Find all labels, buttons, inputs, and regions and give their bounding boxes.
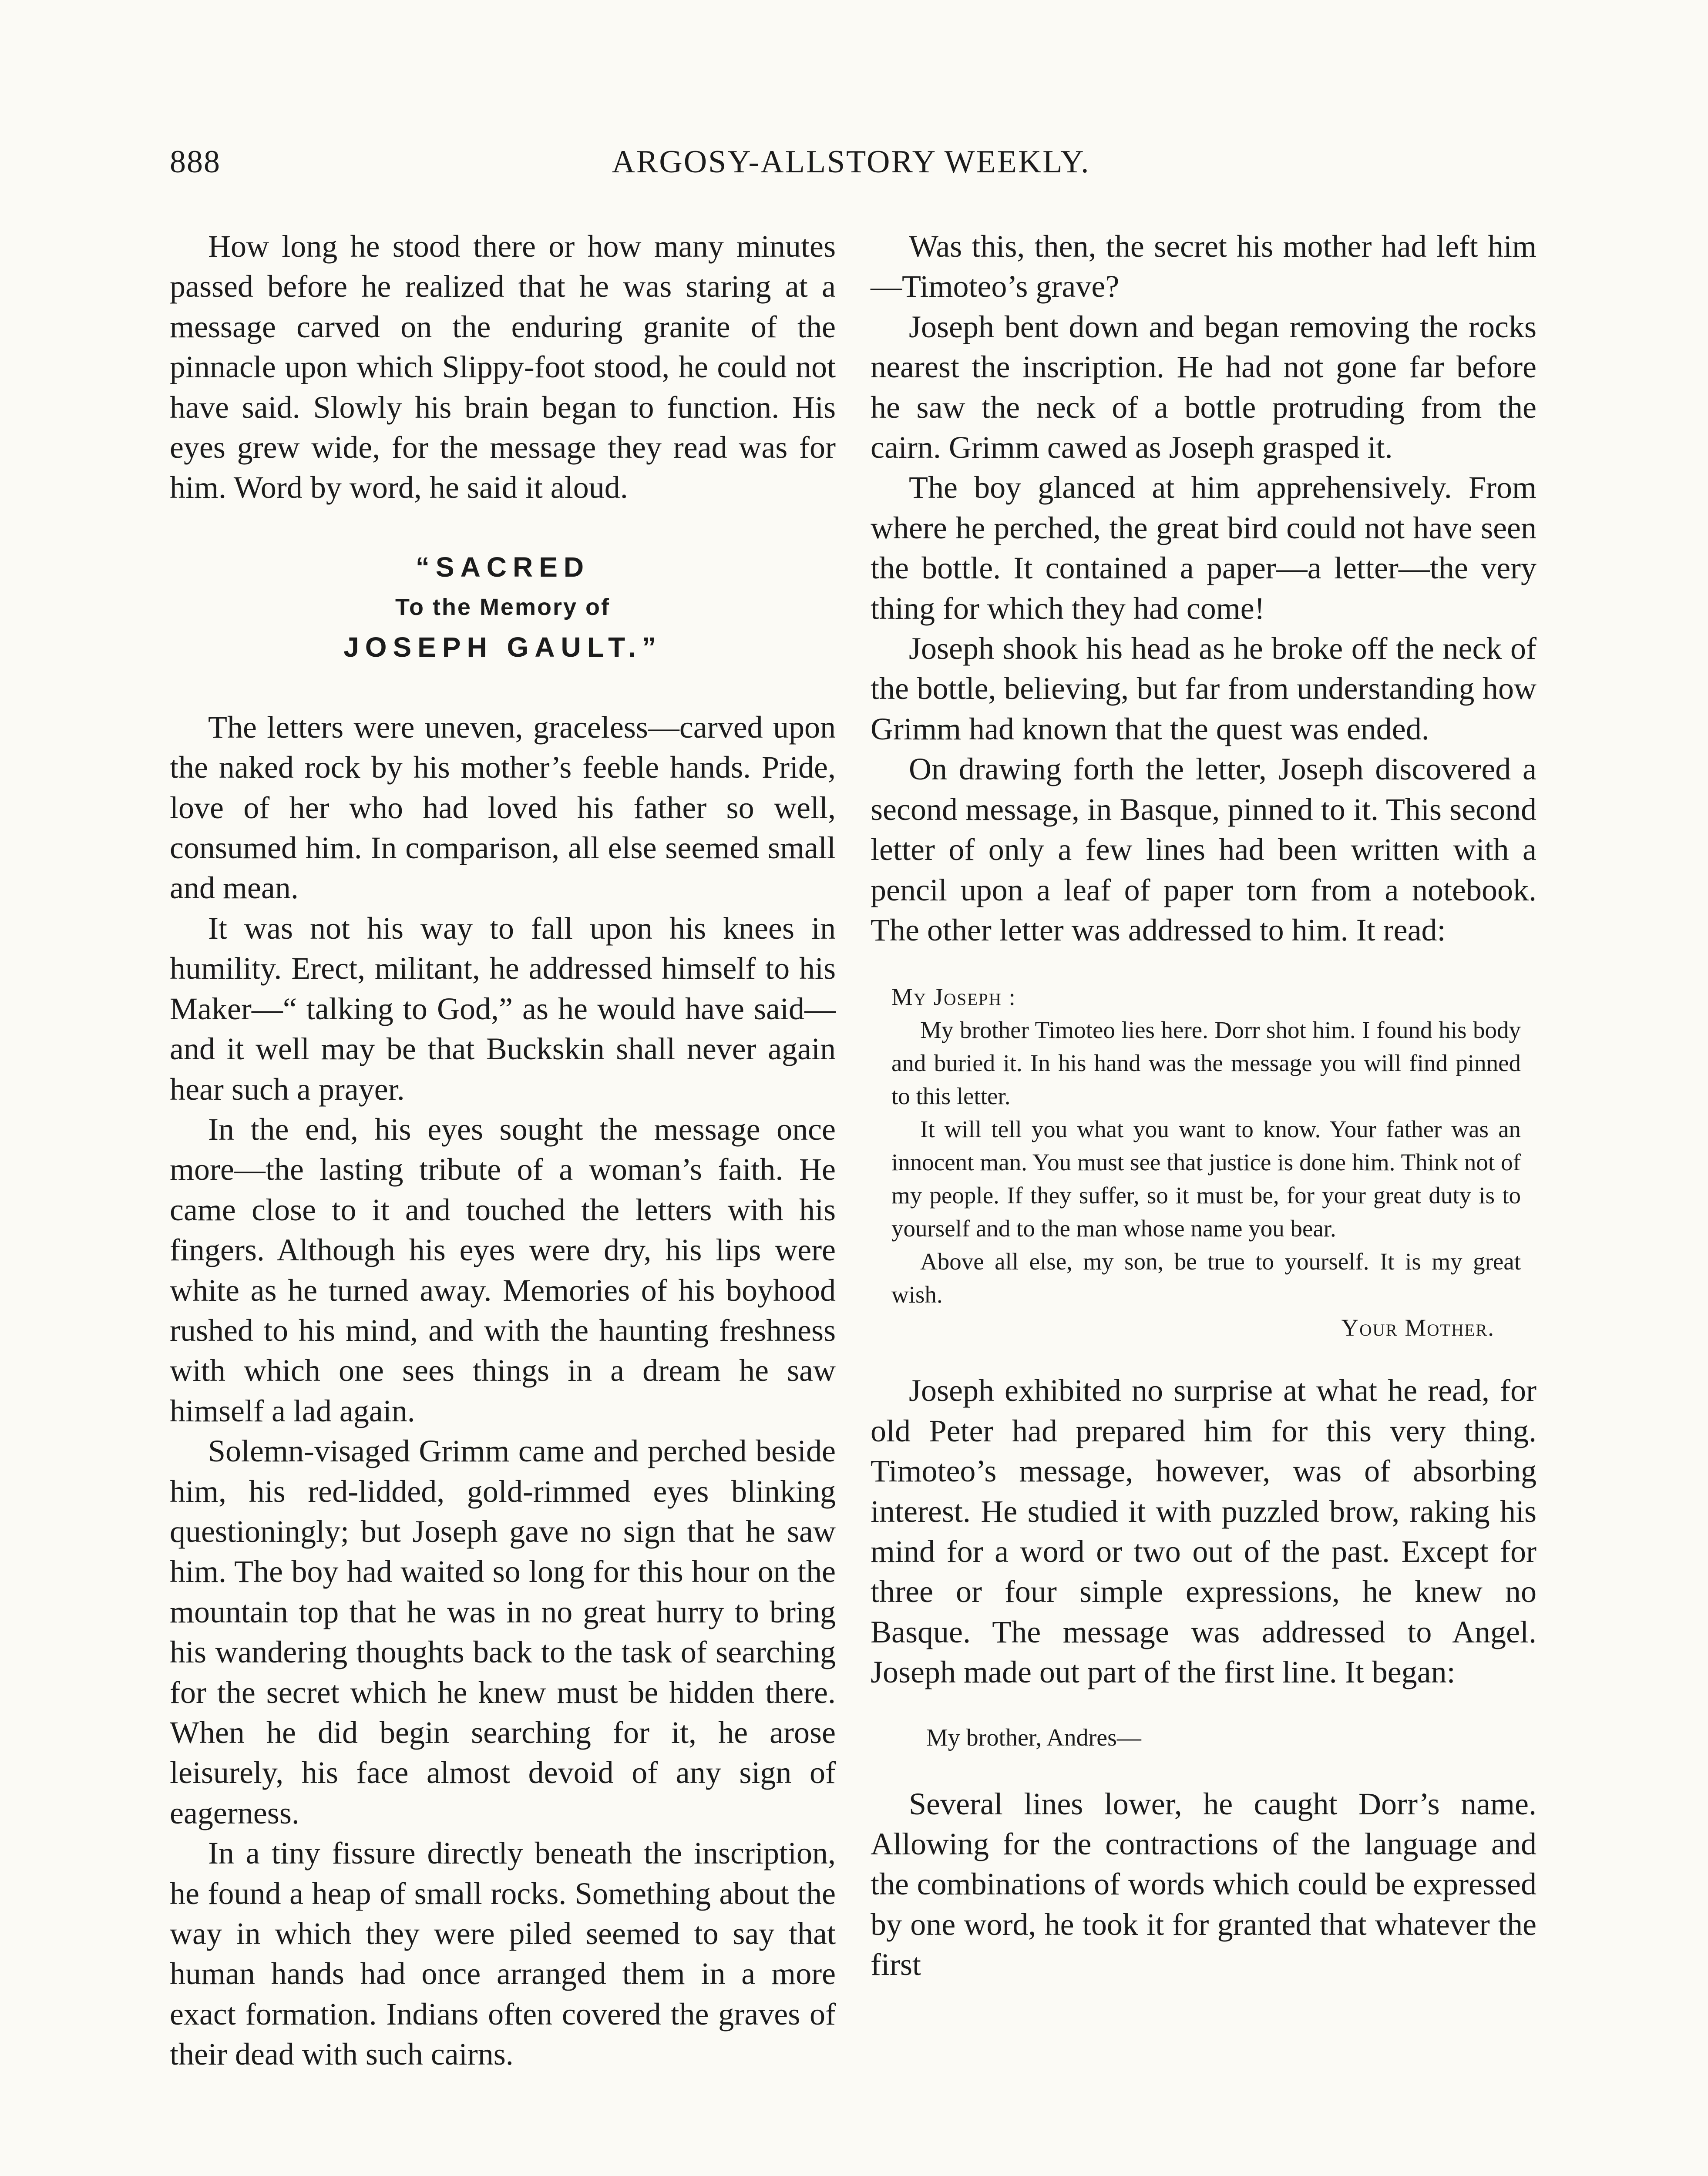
paragraph: The boy glanced at him apprehensively. From where he perched, the great bird could not have seen the bottle. It contained a paper—a letter—the very thing for which they had come! — [871, 470, 1537, 626]
inscription-line: JOSEPH GAULT.” — [343, 631, 662, 663]
paragraph: In the end, his eyes sought the message once more—the lasting tribute of a woman’s faith. He came close to it and touched the letters with his fingers. Although his eyes were dry, his lips were white as he turned away. Memories of his boyhood rushed to his mind, and with the haunting freshness with which one sees things in a dream he saw himself a lad again. — [170, 1112, 836, 1428]
running-title: ARGOSY-ALLSTORY WEEKLY. — [612, 144, 1090, 180]
page-number: 888 — [170, 144, 221, 180]
mother-letter — [891, 981, 1521, 1344]
basque-message-quote: My brother, Andres— — [926, 1724, 1141, 1751]
letter-paragraph: It will tell you what you want to know. Your father was an innocent man. You must see that justice is done him. Think not of my people. If they suffer, so it must be, for your great duty is to yourself and to the man whose name you bear. — [891, 1116, 1521, 1242]
paragraph: Was this, then, the secret his mother had left him—Timoteo’s grave? — [871, 229, 1537, 304]
paragraph: How long he stood there or how many minutes passed before he realized that he was staring at a message carved on the enduring granite of the pinnacle upon which Slippy-foot stood, he could not have said. Slowly his brain began to function. His eyes grew wide, for the message they read was for him. Word by word, he said it aloud. — [170, 229, 836, 505]
paragraph: The letters were uneven, graceless—carved upon the naked rock by his mother’s feeble hands. Pride, love of her who had loved his father so well, consumed him. In comparison, all else seemed small and mean. — [170, 709, 836, 906]
inscription-line: To the Memory of — [395, 594, 610, 620]
letter-paragraph: Above all else, my son, be true to yourself. It is my great wish. — [891, 1248, 1521, 1308]
paragraph: Joseph exhibited no surprise at what he read, for old Peter had prepared him for this very thing. Timoteo’s message, however, was of absorbing interest. He studied it with puzzled brow, raking his mind for a word or two out of the past. Except for three or four simple expressions, he knew no Basque. The message was addressed to Angel. Joseph made out part of the first line. It began: — [871, 1373, 1537, 1690]
right-column — [871, 226, 1537, 1985]
paragraph: It was not his way to fall upon his knees in humility. Erect, militant, he addressed himself to his Maker—“ talking to God,” as he would have said—and it well may be that Buckskin shall never again hear such a prayer. — [170, 910, 836, 1107]
paragraph: Joseph shook his head as he broke off the neck of the bottle, believing, but far from understanding how Grimm had known that the quest was ended. — [871, 631, 1537, 746]
left-column — [170, 226, 836, 2075]
letter-signature: Your Mother. — [1341, 1314, 1495, 1341]
paragraph: Solemn-visaged Grimm came and perched beside him, his red-lidded, gold-rimmed eyes blinking questioningly; but Joseph gave no sign that he saw him. The boy had waited so long for this hour on the mountain top that he was in no great hurry to bring his wandering thoughts back to the task of searching for the secret which he knew must be hidden there. When he did begin searching for it, he arose leisurely, his face almost devoid of any sign of eagerness. — [170, 1434, 836, 1830]
page-header — [170, 144, 1532, 191]
inscription-line: “SACRED — [415, 551, 590, 583]
paragraph: Several lines lower, he caught Dorr’s name. Allowing for the contractions of the language and the combinations of words which could be expressed by one word, he took it for granted that whatever the first — [871, 1786, 1537, 1982]
paragraph: On drawing forth the letter, Joseph discovered a second message, in Basque, pinned to it. This second letter of only a few lines had been written with a pencil upon a leaf of paper torn from a notebook. The other letter was addressed to him. It read: — [871, 752, 1537, 947]
inscription — [170, 547, 836, 667]
paragraph: In a tiny fissure directly beneath the inscription, he found a heap of small rocks. Something about the way in which they were piled seemed to say that human hands had once arranged them in a more exact formation. Indians often covered the graves of their dead with such cairns. — [170, 1836, 836, 2072]
paragraph: Joseph bent down and began removing the rocks nearest the inscription. He had not gone far before he saw the neck of a bottle protruding from the cairn. Grimm cawed as Joseph grasped it. — [871, 309, 1537, 465]
letter-salutation: My Joseph : — [891, 984, 1016, 1011]
letter-paragraph: My brother Timoteo lies here. Dorr shot him. I found his body and buried it. In his hand was the message you will find pinned to this letter. — [891, 1017, 1521, 1110]
